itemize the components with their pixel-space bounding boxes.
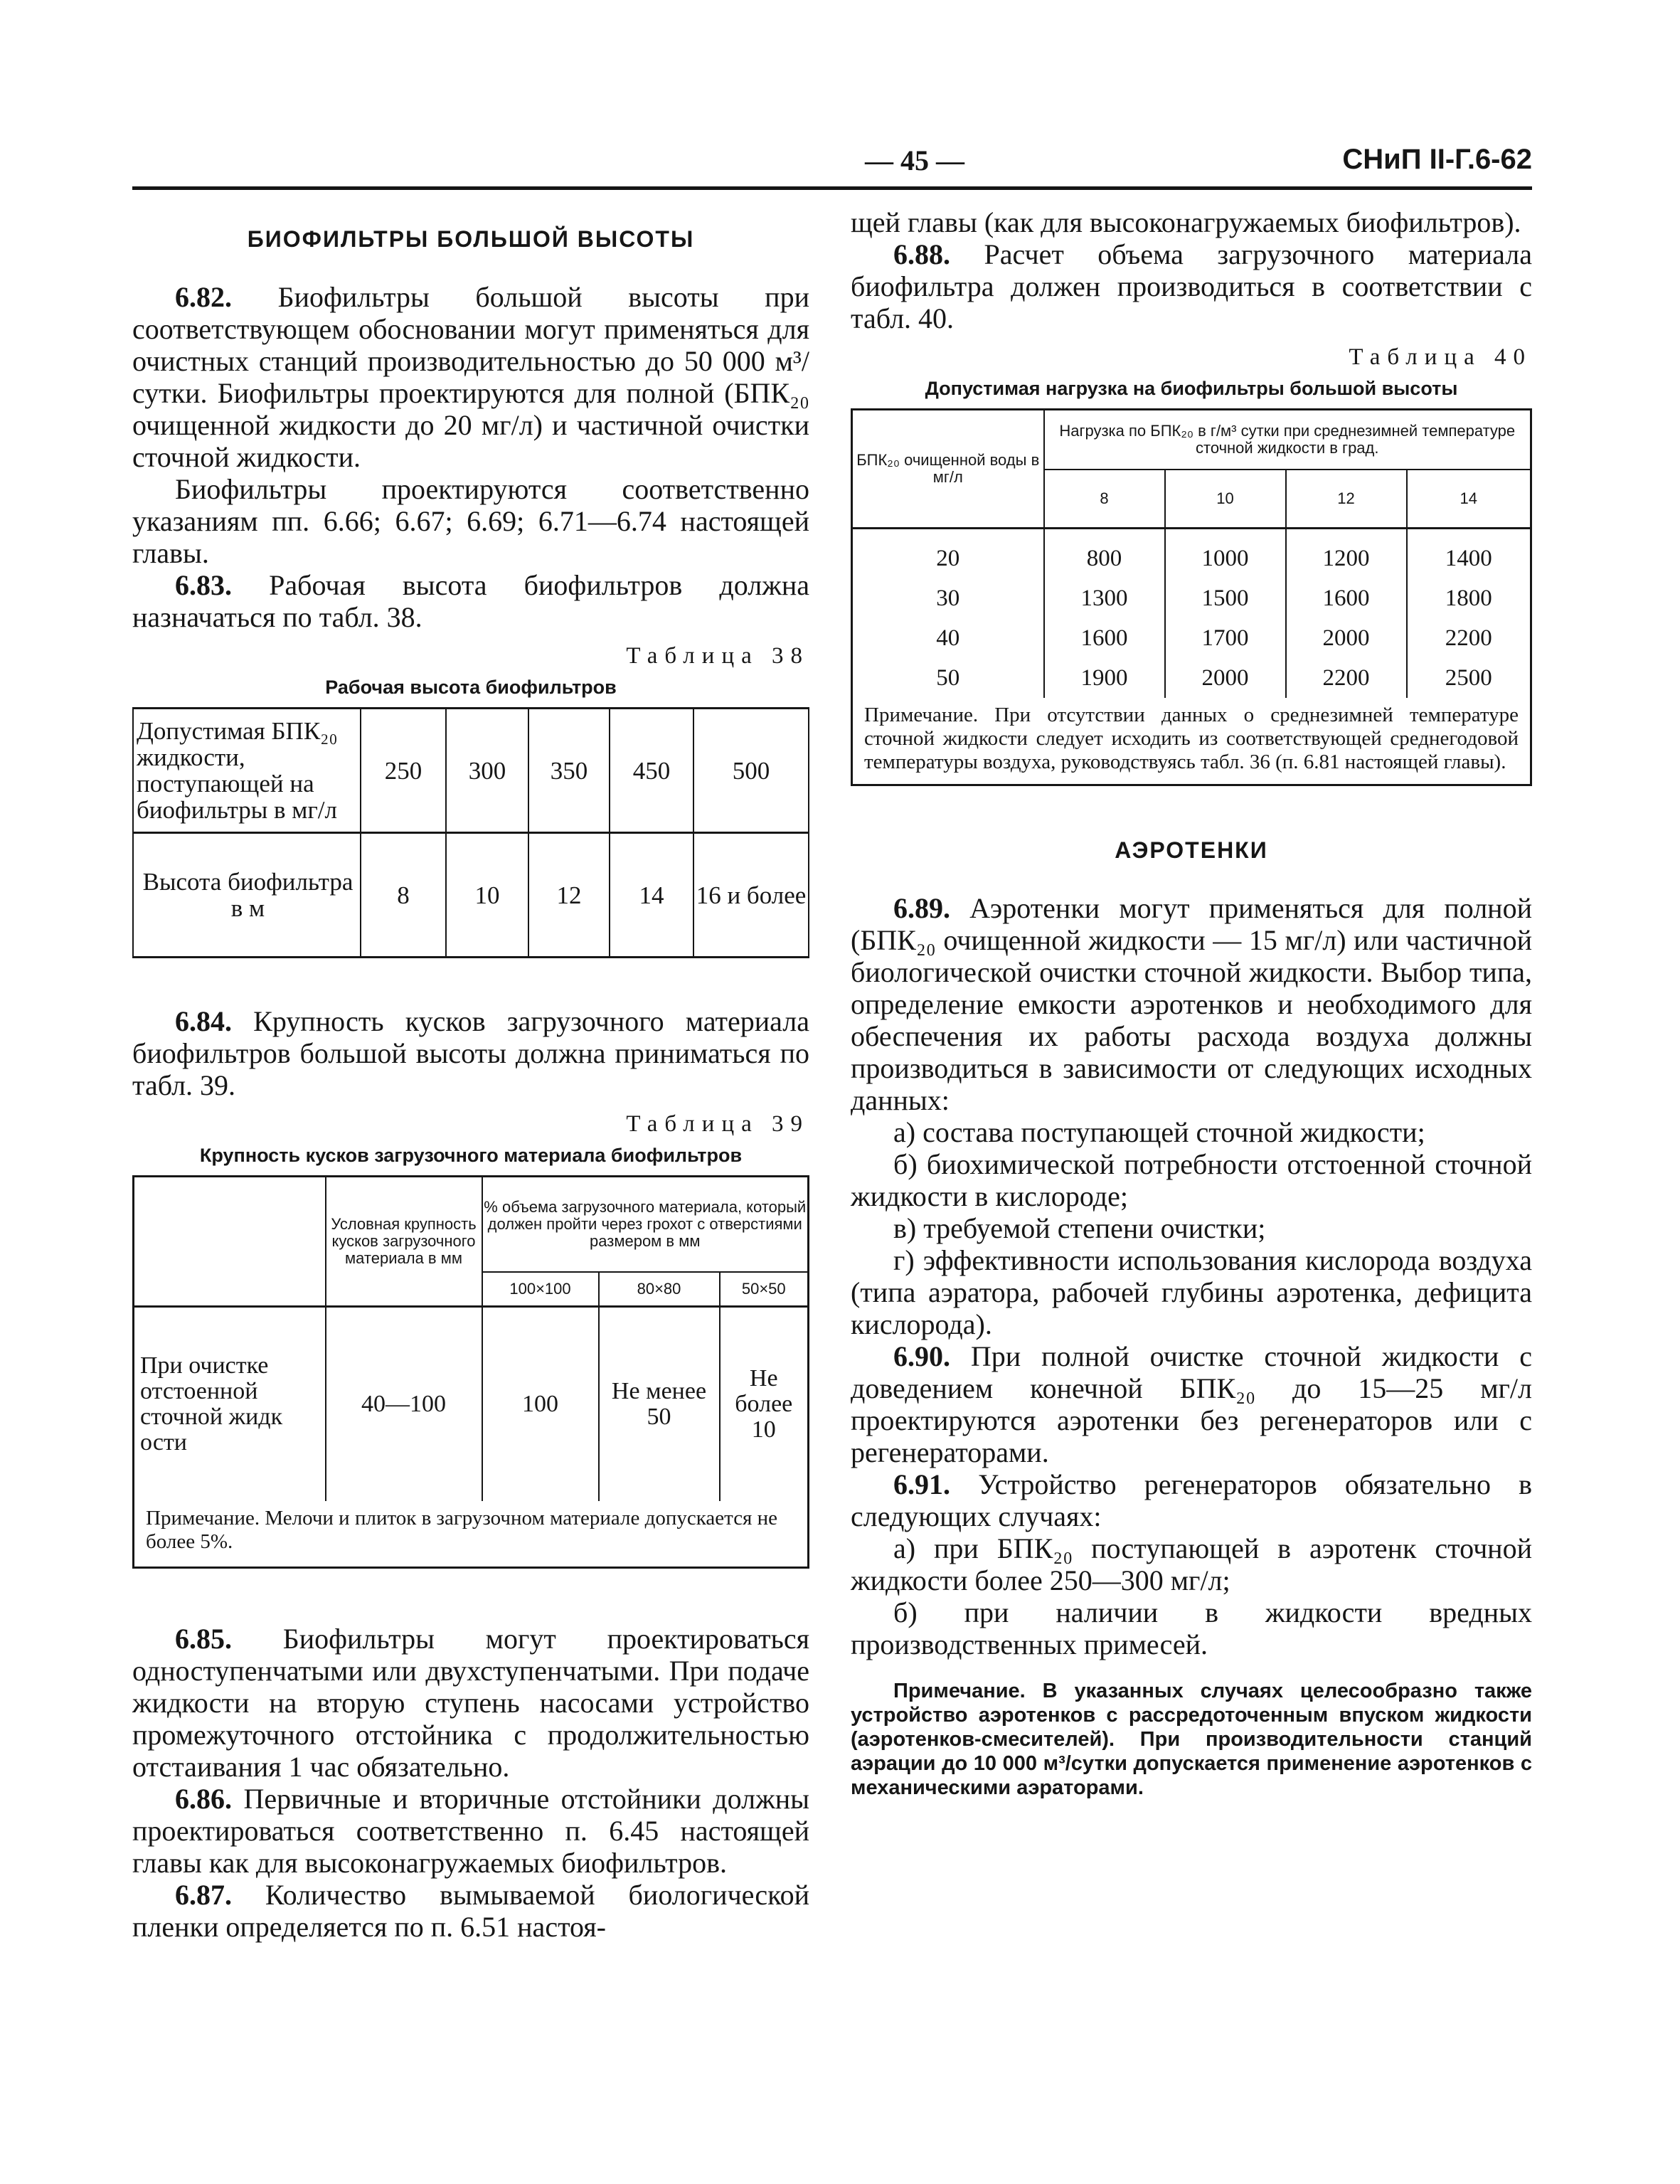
paragraph-number: 6.85. (175, 1623, 232, 1655)
paragraph-text: Количество вымываемой биологической пленки определяется по п. 6.51 настоя- (132, 1879, 809, 1943)
table-cell-bpk: 20 (936, 545, 960, 571)
list-item: б) при наличии в жидкости вредных производственных примесей. (851, 1596, 1532, 1660)
paragraph-6-87 (132, 1879, 809, 1943)
table-40-title: Допустимая нагрузка на биофильтры большой высоты (925, 378, 1458, 399)
table-header-row (852, 410, 1531, 470)
table-header-sieve: 80×80 (599, 1272, 720, 1307)
paragraph-number: 6.88. (893, 238, 950, 270)
table-header-sieve: 50×50 (720, 1272, 809, 1307)
table-cell-label: При очистке отстоенной сточной жидк ости (140, 1352, 283, 1456)
paragraph-number: 6.87. (175, 1879, 232, 1911)
paragraph-6-87-continued: щей главы (как для высоконагружаемых биофильтров). (851, 206, 1521, 238)
table-cell: 1900 (1044, 658, 1165, 698)
final-note: Примечание. В указанных случаях целесообразно также устройство аэротенков с рассредоточенным впуском жидкости (аэротенков-смесителей). При производительности станций аэрации до 10 000 м³/сутки допускается применение аэротенков с механическими аэраторами. (851, 1680, 1532, 1799)
table-40 (851, 408, 1532, 786)
table-row (852, 658, 1531, 698)
table-cell: 800 (1044, 529, 1165, 579)
table-cell: 2200 (1286, 658, 1407, 698)
paragraph-text: Крупность кусков загрузочного материала биофильтров большой высоты должна приниматься по табл. 39. (132, 1005, 809, 1101)
table-row (134, 1307, 809, 1502)
table-header-temp: 8 (1044, 470, 1165, 529)
paragraph-text: Аэротенки могут применяться для полной (БПК₂₀ очищенной жидкости — 15 мг/л) или частичной биологической очистки сточной жидкости. Выбор типа, определение емкости аэротенков и необходимого для обеспечения их работы расхода воздуха должны производиться в зависимости от следующих исходных данных: (851, 892, 1532, 1116)
page-number: — 45 — (865, 144, 964, 176)
paragraph-6-91 (851, 1468, 1532, 1532)
table-38-title: Рабочая высота биофильтров (325, 677, 617, 698)
left-column (132, 206, 809, 1943)
table-header-sieve: 100×100 (482, 1272, 599, 1307)
table-cell: 1600 (1044, 618, 1165, 658)
table-note-row (134, 1501, 809, 1568)
table-39 (132, 1175, 809, 1569)
section-title-biofilters: БИОФИЛЬТРЫ БОЛЬШОЙ ВЫСОТЫ (247, 226, 695, 252)
table-cell: 500 (693, 709, 809, 833)
document-code: СНиП II-Г.6-62 (1342, 144, 1532, 175)
section-title-aerotanks: АЭРОТЕНКИ (1115, 837, 1268, 863)
paragraph-number: 6.91. (893, 1468, 950, 1500)
paragraph-text: Биофильтры могут проектироваться одноступенчатыми или двухступенчатыми. При подаче жидкости на вторую ступень насосами устройство промежуточного отстойника с продолжительностью отстаивания 1 час обязательно. (132, 1623, 809, 1783)
paragraph-6-82-b: Биофильтры проектируются соответственно указаниям пп. 6.66; 6.67; 6.69; 6.71—6.74 настоящей главы. (132, 473, 809, 569)
paragraph-number: 6.90. (893, 1340, 950, 1372)
table-cell-header: Допустимая БПК₂₀ жидкости, поступающей на биофильтры в мг/л (133, 709, 361, 833)
list-item: б) биохимической потребности отстоенной сточной жидкости в кислороде; (851, 1148, 1532, 1212)
paragraph-number: 6.83. (175, 569, 232, 601)
table-header-temp: 10 (1165, 470, 1286, 529)
table-39-note: Примечание. Мелочи и плиток в загрузочном материале допускается не более 5%. (146, 1507, 778, 1553)
table-cell: 1700 (1165, 618, 1286, 658)
table-cell: 2000 (1165, 658, 1286, 698)
paragraph-6-85 (132, 1623, 809, 1783)
table-cell: 1300 (1044, 578, 1165, 618)
page-header (132, 139, 1532, 189)
paragraph-number: 6.86. (175, 1783, 232, 1815)
table-header-percent: % объема загрузочного материала, который должен пройти через грохот с отверстиями размером в мм (482, 1177, 809, 1273)
table-cell: 12 (528, 833, 610, 958)
table-header-empty (134, 1177, 326, 1307)
paragraph-6-88 (851, 238, 1532, 334)
table-40-note: Примечание. При отсутствии данных о среднезимней температуре сточной жидкости следует исходить из соответствующей среднегодовой температуры воздуха, руководствуясь табл. 36 (п. 6.81 настоящей главы). (864, 704, 1519, 773)
table-cell: 2000 (1286, 618, 1407, 658)
paragraph-6-84 (132, 1005, 809, 1101)
table-header-row (134, 1177, 809, 1273)
table-cell: 1800 (1407, 578, 1531, 618)
paragraph-6-90 (851, 1340, 1532, 1468)
table-cell: Не менее 50 (599, 1307, 720, 1502)
table-cell: 16 и более (693, 833, 809, 958)
table-cell-header: Высота биофильтра в м (133, 833, 361, 958)
paragraph-number: 6.82. (175, 281, 232, 313)
paragraph-text: Устройство регенераторов обязательно в следующих случаях: (851, 1468, 1532, 1532)
paragraph-text: Первичные и вторичные отстойники должны проектироваться соответственно п. 6.45 настоящей главы как для высоконагружаемых биофильтров. (132, 1783, 809, 1879)
table-header-bpk: БПК₂₀ очищенной воды в мг/л (852, 410, 1044, 529)
table-cell: 40—100 (326, 1307, 482, 1502)
table-cell: 2200 (1407, 618, 1531, 658)
paragraph-text: Расчет объема загрузочного материала биофильтра должен производиться в соответствии с табл. 40. (851, 238, 1532, 334)
table-header-size: Условная крупность кусков загрузочного материала в мм (326, 1177, 482, 1307)
table-cell: 1500 (1165, 578, 1286, 618)
table-cell: 300 (446, 709, 528, 833)
table-header-temp: 14 (1407, 470, 1531, 529)
list-item: г) эффективности использования кислорода воздуха (типа аэратора, рабочей глубины аэротенка, дефицита кислорода). (851, 1244, 1532, 1340)
table-row (852, 578, 1531, 618)
paragraph-6-82 (132, 281, 809, 473)
paragraph-6-83 (132, 569, 809, 633)
table-cell: 14 (610, 833, 693, 958)
list-item: в) требуемой степени очистки; (893, 1212, 1266, 1244)
table-cell: 1200 (1286, 529, 1407, 579)
table-40-label: Таблица 40 (1349, 344, 1532, 370)
table-header-temp: 12 (1286, 470, 1407, 529)
table-cell: 2500 (1407, 658, 1531, 698)
table-38 (132, 707, 809, 958)
paragraph-6-86 (132, 1783, 809, 1879)
paragraph-6-89 (851, 892, 1532, 1116)
table-row (852, 529, 1531, 579)
paragraph-number: 6.89. (893, 892, 950, 924)
table-cell: 100 (482, 1307, 599, 1502)
list-item: а) состава поступающей сточной жидкости; (893, 1116, 1425, 1148)
table-cell: 1600 (1286, 578, 1407, 618)
header-rule (132, 186, 1532, 190)
table-cell-bpk: 30 (936, 585, 960, 611)
list-item: а) при БПК₂₀ поступающей в аэротенк сточной жидкости более 250—300 мг/л; (851, 1532, 1532, 1596)
right-column (851, 206, 1532, 1820)
table-39-title: Крупность кусков загрузочного материала биофильтров (199, 1145, 743, 1166)
paragraph-text: При полной очистке сточной жидкости с доведением конечной БПК₂₀ до 15—25 мг/л проектируются аэротенки без регенераторов или с регенераторами. (851, 1340, 1532, 1468)
table-39-label: Таблица 39 (626, 1111, 809, 1137)
paragraph-number: 6.84. (175, 1005, 232, 1037)
table-cell: 250 (361, 709, 446, 833)
table-cell: 8 (361, 833, 446, 958)
table-row (133, 709, 809, 833)
table-cell: 1400 (1407, 529, 1531, 579)
table-row (852, 618, 1531, 658)
table-row (133, 833, 809, 958)
table-cell: Не более 10 (720, 1307, 809, 1502)
table-cell-bpk: 50 (936, 664, 960, 691)
table-header-load: Нагрузка по БПК₂₀ в г/м³ сутки при среднезимней температуре сточной жидкости в град. (1044, 410, 1531, 470)
table-cell: 1000 (1165, 529, 1286, 579)
table-cell: 350 (528, 709, 610, 833)
table-cell: 450 (610, 709, 693, 833)
paragraph-text: Рабочая высота биофильтров должна назначаться по табл. 38. (132, 569, 809, 633)
table-38-label: Таблица 38 (626, 643, 809, 669)
table-note-row (852, 698, 1531, 785)
table-cell-bpk: 40 (936, 625, 960, 651)
table-cell: 10 (446, 833, 528, 958)
paragraph-text: Биофильтры большой высоты при соответствующем обосновании могут применяться для очистных станций производительностью до 50 000 м³/сутки. Биофильтры проектируются для полной (БПК₂₀ очищенной жидкости до 20 мг/л) и частичной очистки сточной жидкости. (132, 281, 809, 473)
